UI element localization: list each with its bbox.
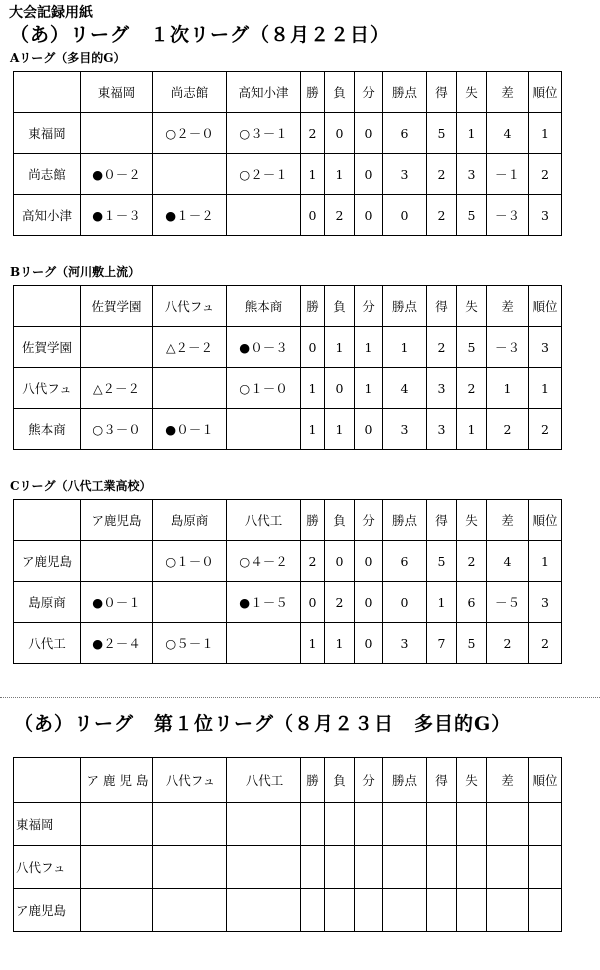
empty-cell [529, 803, 562, 846]
stat-header: 勝点 [383, 500, 427, 541]
stat-value: 1 [301, 368, 325, 409]
empty-cell [457, 846, 487, 889]
stat-value: 3 [457, 154, 487, 195]
empty-cell [301, 846, 325, 889]
column-team: 八代工 [227, 758, 301, 803]
empty-cell [457, 803, 487, 846]
stat-value: 1 [325, 154, 355, 195]
stat-header: 順位 [529, 758, 562, 803]
stat-value: 2 [301, 113, 325, 154]
stat-header: 分 [355, 758, 383, 803]
row-team: 高知小津 [14, 195, 81, 236]
stat-value: 1 [487, 368, 529, 409]
stat-value: 2 [457, 368, 487, 409]
stat-value: 1 [301, 154, 325, 195]
empty-cell [355, 889, 383, 932]
match-result [153, 154, 227, 195]
league-table [13, 285, 562, 450]
stat-value: 2 [487, 623, 529, 664]
empty-cell [153, 889, 227, 932]
stat-value: 6 [383, 541, 427, 582]
stat-header: 負 [325, 758, 355, 803]
table-row [14, 541, 562, 582]
match-result [81, 113, 153, 154]
table-row [14, 368, 562, 409]
stat-header: 差 [487, 500, 529, 541]
stat-value: 2 [529, 154, 562, 195]
stat-header: 分 [355, 286, 383, 327]
stat-value: 7 [427, 623, 457, 664]
empty-cell [383, 846, 427, 889]
stat-value: 0 [301, 582, 325, 623]
stat-header: 負 [325, 286, 355, 327]
stat-value: 5 [457, 327, 487, 368]
row-team: 八代フュ [14, 846, 81, 889]
stat-value: 0 [325, 113, 355, 154]
column-team: 八代フュ [153, 758, 227, 803]
document-title: 大会記録用紙 [9, 5, 93, 21]
empty-cell [325, 803, 355, 846]
empty-cell [301, 803, 325, 846]
stat-value: 1 [427, 582, 457, 623]
stat-value: 2 [427, 154, 457, 195]
league-title: Cリーグ（八代工業高校） [10, 479, 152, 493]
empty-cell [427, 803, 457, 846]
table-row [14, 113, 562, 154]
main-title: （あ）リーグ １次リーグ（８月２２日） [10, 24, 391, 46]
empty-cell [153, 846, 227, 889]
match-result: ○１－０ [153, 541, 227, 582]
stat-value: 3 [383, 623, 427, 664]
stat-value: 1 [301, 623, 325, 664]
column-team: 島原商 [153, 500, 227, 541]
stat-value: 1 [529, 113, 562, 154]
stat-value: 1 [529, 368, 562, 409]
stat-value: 0 [355, 113, 383, 154]
header-row [14, 500, 562, 541]
empty-cell [227, 846, 301, 889]
stat-header: 差 [487, 758, 529, 803]
column-team: 尚志館 [153, 72, 227, 113]
column-team: ア 鹿 児 島 [81, 758, 153, 803]
stat-value: 1 [325, 409, 355, 450]
match-result [227, 409, 301, 450]
match-result: ○２－１ [227, 154, 301, 195]
corner-cell [14, 758, 81, 803]
row-team: 尚志館 [14, 154, 81, 195]
match-result: ○１－０ [227, 368, 301, 409]
final-league-table [13, 757, 562, 932]
stat-value: 2 [457, 541, 487, 582]
corner-cell [14, 72, 81, 113]
table-row [14, 582, 562, 623]
stat-value: 3 [383, 154, 427, 195]
stat-value: 2 [301, 541, 325, 582]
stat-value: －３ [487, 327, 529, 368]
row-team: 東福岡 [14, 113, 81, 154]
stat-header: 順位 [529, 500, 562, 541]
stat-value: －１ [487, 154, 529, 195]
stat-header: 順位 [529, 72, 562, 113]
stat-value: 2 [427, 327, 457, 368]
match-result [81, 541, 153, 582]
stat-value: 0 [355, 541, 383, 582]
stat-value: 1 [325, 327, 355, 368]
header-row [14, 286, 562, 327]
stat-value: －３ [487, 195, 529, 236]
stat-value: 5 [457, 195, 487, 236]
league-title: Aリーグ（多目的G） [10, 51, 126, 65]
match-result: ●１－３ [81, 195, 153, 236]
row-team: 島原商 [14, 582, 81, 623]
empty-cell [383, 889, 427, 932]
stat-header: 勝点 [383, 286, 427, 327]
stat-value: 1 [301, 409, 325, 450]
stat-value: 2 [529, 623, 562, 664]
stat-header: 得 [427, 286, 457, 327]
row-team: 熊本商 [14, 409, 81, 450]
stat-header: 勝 [301, 72, 325, 113]
stat-value: 3 [383, 409, 427, 450]
stat-value: 0 [383, 195, 427, 236]
match-result: ●０－３ [227, 327, 301, 368]
stat-value: 3 [529, 327, 562, 368]
corner-cell [14, 286, 81, 327]
match-result [153, 368, 227, 409]
row-team: 東福岡 [14, 803, 81, 846]
column-team: 高知小津 [227, 72, 301, 113]
match-result: ●０－２ [81, 154, 153, 195]
stat-value: 2 [529, 409, 562, 450]
table-row [14, 889, 562, 932]
stat-header: 負 [325, 500, 355, 541]
column-team: 八代フュ [153, 286, 227, 327]
stat-value: 5 [457, 623, 487, 664]
empty-cell [301, 889, 325, 932]
stat-value: 2 [487, 409, 529, 450]
empty-cell [355, 846, 383, 889]
stat-value: 4 [487, 541, 529, 582]
table-row [14, 409, 562, 450]
stat-header: 得 [427, 758, 457, 803]
stat-value: 0 [301, 327, 325, 368]
stat-value: 3 [529, 195, 562, 236]
empty-cell [457, 889, 487, 932]
header-row [14, 72, 562, 113]
stat-value: 1 [529, 541, 562, 582]
empty-cell [153, 803, 227, 846]
empty-cell [227, 889, 301, 932]
stat-header: 勝 [301, 500, 325, 541]
stat-value: 5 [427, 541, 457, 582]
stat-header: 分 [355, 72, 383, 113]
stat-value: 5 [427, 113, 457, 154]
stat-header: 失 [457, 72, 487, 113]
row-team: ア鹿児島 [14, 541, 81, 582]
row-team: 八代フュ [14, 368, 81, 409]
empty-cell [529, 846, 562, 889]
stat-value: 0 [355, 195, 383, 236]
empty-cell [529, 889, 562, 932]
empty-cell [325, 846, 355, 889]
stat-value: 2 [325, 582, 355, 623]
stat-header: 差 [487, 286, 529, 327]
stat-header: 勝点 [383, 758, 427, 803]
stat-value: 1 [325, 623, 355, 664]
table-row [14, 154, 562, 195]
stat-value: 0 [355, 154, 383, 195]
match-result: ●１－５ [227, 582, 301, 623]
table-row [14, 327, 562, 368]
empty-cell [427, 846, 457, 889]
row-team: 八代工 [14, 623, 81, 664]
stat-header: 勝 [301, 758, 325, 803]
stat-header: 差 [487, 72, 529, 113]
match-result: △２－２ [153, 327, 227, 368]
match-result: ●０－１ [153, 409, 227, 450]
league-table [13, 71, 562, 236]
empty-cell [81, 803, 153, 846]
stat-value: 0 [301, 195, 325, 236]
row-team: ア鹿児島 [14, 889, 81, 932]
empty-cell [383, 803, 427, 846]
empty-cell [487, 889, 529, 932]
stat-header: 負 [325, 72, 355, 113]
match-result [227, 195, 301, 236]
stat-value: 3 [427, 409, 457, 450]
empty-cell [81, 846, 153, 889]
table-row [14, 623, 562, 664]
stat-value: 3 [427, 368, 457, 409]
match-result: ●０－１ [81, 582, 153, 623]
stat-value: 3 [529, 582, 562, 623]
stat-value: 1 [355, 327, 383, 368]
match-result [81, 327, 153, 368]
stat-header: 勝点 [383, 72, 427, 113]
empty-cell [325, 889, 355, 932]
empty-cell [487, 846, 529, 889]
stat-value: 1 [457, 113, 487, 154]
match-result: ○４－２ [227, 541, 301, 582]
table-row [14, 846, 562, 889]
match-result: ●２－４ [81, 623, 153, 664]
match-result: △２－２ [81, 368, 153, 409]
stat-value: 0 [325, 541, 355, 582]
stat-header: 得 [427, 72, 457, 113]
empty-cell [355, 803, 383, 846]
empty-cell [487, 803, 529, 846]
stat-value: 4 [487, 113, 529, 154]
stat-value: －５ [487, 582, 529, 623]
stat-value: 2 [427, 195, 457, 236]
table-row [14, 803, 562, 846]
match-result: ○３－１ [227, 113, 301, 154]
match-result: ○３－０ [81, 409, 153, 450]
stat-value: 6 [383, 113, 427, 154]
column-team: 熊本商 [227, 286, 301, 327]
empty-cell [427, 889, 457, 932]
row-team: 佐賀学園 [14, 327, 81, 368]
stat-header: 分 [355, 500, 383, 541]
league-table [13, 499, 562, 664]
match-result [153, 582, 227, 623]
stat-value: 2 [325, 195, 355, 236]
stat-header: 順位 [529, 286, 562, 327]
match-result [227, 623, 301, 664]
stat-header: 失 [457, 500, 487, 541]
column-team: ア鹿児島 [81, 500, 153, 541]
stat-header: 失 [457, 286, 487, 327]
stat-value: 1 [355, 368, 383, 409]
column-team: 東福岡 [81, 72, 153, 113]
table-row [14, 195, 562, 236]
header-row [14, 758, 562, 803]
corner-cell [14, 500, 81, 541]
empty-cell [227, 803, 301, 846]
match-result: ○２－０ [153, 113, 227, 154]
empty-cell [81, 889, 153, 932]
column-team: 佐賀学園 [81, 286, 153, 327]
stat-header: 失 [457, 758, 487, 803]
final-league-title: （あ）リーグ 第１位リーグ（８月２３日 多目的G） [14, 713, 512, 735]
match-result: ●１－２ [153, 195, 227, 236]
column-team: 八代工 [227, 500, 301, 541]
stat-header: 勝 [301, 286, 325, 327]
stat-value: 0 [383, 582, 427, 623]
stat-value: 0 [355, 409, 383, 450]
match-result: ○５－１ [153, 623, 227, 664]
stat-value: 1 [457, 409, 487, 450]
stat-value: 0 [355, 623, 383, 664]
stat-value: 4 [383, 368, 427, 409]
league-title: Bリーグ（河川敷上流） [10, 265, 141, 279]
stat-value: 6 [457, 582, 487, 623]
stat-value: 0 [355, 582, 383, 623]
stat-value: 0 [325, 368, 355, 409]
section-divider [0, 697, 600, 698]
stat-header: 得 [427, 500, 457, 541]
stat-value: 1 [383, 327, 427, 368]
